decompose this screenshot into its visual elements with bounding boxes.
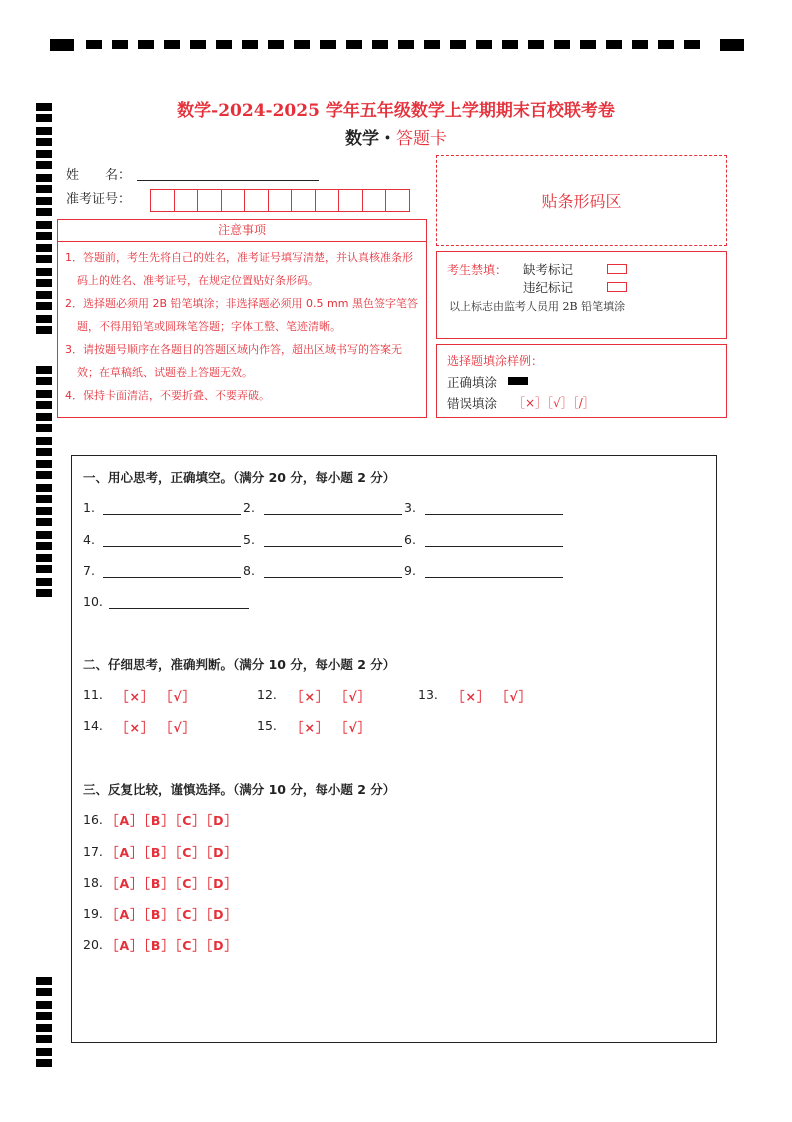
answer-line-8[interactable] [264, 577, 402, 578]
question-number: 8. [243, 563, 255, 578]
question-number: 6. [404, 532, 416, 547]
timing-mark [36, 161, 52, 169]
question-number: 1. [83, 500, 95, 515]
id-digit-box[interactable] [197, 189, 222, 212]
notice-item: 3．请按题号顺序在各题目的答题区域内作答，超出区域书写的答案无效；在草稿纸、试题卷上答题无效。 [65, 343, 402, 379]
question-number: 3. [404, 500, 416, 515]
violation-mark-box[interactable] [607, 282, 627, 292]
timing-mark [36, 315, 52, 323]
answer-line-5[interactable] [264, 546, 402, 547]
judge-options[interactable]: ［×］ ［√］ [116, 720, 197, 735]
timing-mark [36, 326, 52, 334]
timing-mark [36, 460, 52, 468]
question-number: 5. [243, 532, 255, 547]
sample-title: 选择题填涂样例： [447, 354, 544, 368]
choice-options[interactable]: ［A］［B］［C］［D］ [106, 907, 239, 922]
question-number: 20. [83, 937, 103, 952]
question-number: 13. [418, 687, 438, 702]
timing-mark [36, 197, 52, 205]
id-digit-box[interactable] [291, 189, 316, 212]
barcode-area-label: 贴条形码区 [541, 192, 622, 211]
timing-mark [36, 279, 52, 287]
timing-mark [36, 495, 52, 503]
forbid-label: 考生禁填： [447, 263, 508, 277]
question-number: 17. [83, 844, 103, 859]
id-digit-box[interactable] [315, 189, 340, 212]
sample-wrong-label: 错误填涂 [447, 396, 498, 411]
timing-mark [36, 401, 52, 409]
subtitle-subject: 数学・ [345, 129, 396, 149]
id-label: 准考证号： [66, 192, 132, 207]
notice-panel [57, 219, 427, 418]
judge-options[interactable]: ［×］ ［√］ [452, 689, 533, 704]
question-number: 15. [257, 718, 277, 733]
answer-line-2[interactable] [264, 514, 402, 515]
answer-line-3[interactable] [425, 514, 563, 515]
timing-mark [36, 244, 52, 252]
timing-mark [36, 302, 52, 310]
name-label: 姓 名： [66, 168, 132, 183]
section2-title: 二、仔细思考，准确判断。（满分 10 分，每小题 2 分） [83, 657, 396, 672]
timing-mark [36, 1048, 52, 1056]
section3-title: 三、反复比较，谨慎选择。（满分 10 分，每小题 2 分） [83, 782, 396, 797]
timing-mark [36, 531, 52, 539]
answer-area [71, 455, 717, 1043]
correct-fill-mark [508, 377, 528, 385]
proctor-marks-panel [436, 251, 727, 339]
page-title: 数学-2024-2025 学年五年级数学上学期期末百校联考卷 [177, 101, 615, 121]
fill-sample-panel [436, 344, 727, 418]
question-number: 14. [83, 718, 103, 733]
question-number: 16. [83, 812, 103, 827]
timing-mark [36, 977, 52, 985]
id-digit-box[interactable] [362, 189, 387, 212]
question-number: 10. [83, 594, 103, 609]
question-number: 2. [243, 500, 255, 515]
section1-title: 一、用心思考，正确填空。（满分 20 分，每小题 2 分） [83, 470, 396, 485]
answer-line-6[interactable] [425, 546, 563, 547]
timing-mark [36, 565, 52, 573]
timing-mark [36, 174, 52, 182]
absent-mark-box[interactable] [607, 264, 627, 274]
timing-mark [36, 589, 52, 597]
answer-line-7[interactable] [103, 577, 241, 578]
notice-item: 4．保持卡面清洁，不要折叠、不要弄破。 [65, 389, 270, 402]
timing-mark [36, 150, 52, 158]
timing-mark [36, 221, 52, 229]
timing-mark [36, 268, 52, 276]
judge-options[interactable]: ［×］ ［√］ [291, 720, 372, 735]
timing-mark [36, 255, 52, 263]
sample-wrong-marks: ［×］［√］［/］ [513, 396, 595, 410]
forbid-note: 以上标志由监考人员用 2B 铅笔填涂 [449, 300, 626, 313]
answer-line-9[interactable] [425, 577, 563, 578]
violation-label: 违纪标记 [523, 280, 574, 295]
answer-line-4[interactable] [103, 546, 241, 547]
page-subtitle [0, 124, 792, 149]
timing-mark [36, 518, 52, 526]
choice-options[interactable]: ［A］［B］［C］［D］ [106, 845, 239, 860]
timing-mark [36, 366, 52, 374]
timing-mark [36, 554, 52, 562]
id-digit-box[interactable] [174, 189, 199, 212]
timing-mark [36, 437, 52, 445]
question-number: 18. [83, 875, 103, 890]
answer-line-1[interactable] [103, 514, 241, 515]
question-number: 19. [83, 906, 103, 921]
timing-mark [36, 424, 52, 432]
notice-item: 1．答题前，考生先将自己的姓名，准考证号填写清楚，并认真核准条形码上的姓名、准考证号，在规定位置贴好条形码。 [65, 251, 413, 287]
timing-mark [36, 390, 52, 398]
timing-mark [36, 185, 52, 193]
question-number: 11. [83, 687, 103, 702]
timing-mark [36, 1024, 52, 1032]
timing-mark [36, 232, 52, 240]
name-field[interactable] [137, 180, 319, 181]
timing-mark [36, 291, 52, 299]
timing-mark [36, 1059, 52, 1067]
choice-options[interactable]: ［A］［B］［C］［D］ [106, 876, 239, 891]
timing-mark [36, 413, 52, 421]
timing-mark [36, 1001, 52, 1009]
timing-mark [36, 578, 52, 586]
id-digit-box[interactable] [221, 189, 246, 212]
choice-options[interactable]: ［A］［B］［C］［D］ [106, 813, 239, 828]
exam-id-boxes[interactable] [151, 189, 410, 212]
timing-mark [36, 1012, 52, 1020]
id-digit-box[interactable] [268, 189, 293, 212]
id-digit-box[interactable] [244, 189, 269, 212]
question-number: 12. [257, 687, 277, 702]
id-digit-box[interactable] [150, 189, 175, 212]
timing-mark [36, 377, 52, 385]
choice-options[interactable]: ［A］［B］［C］［D］ [106, 938, 239, 953]
timing-mark [36, 988, 52, 996]
judge-options[interactable]: ［×］ ［√］ [291, 689, 372, 704]
id-digit-box[interactable] [338, 189, 363, 212]
answer-line-10[interactable] [109, 608, 249, 609]
barcode-area [436, 155, 727, 246]
timing-mark [36, 542, 52, 550]
notice-item: 2．选择题必须用 2B 铅笔填涂；非选择题必须用 0.5 mm 黑色签字笔答题，不得用铅笔或圆珠笔答题；字体工整、笔迹清晰。 [65, 297, 418, 333]
timing-mark [36, 1035, 52, 1043]
timing-mark [36, 507, 52, 515]
question-number: 9. [404, 563, 416, 578]
question-number: 7. [83, 563, 95, 578]
absent-label: 缺考标记 [523, 262, 574, 277]
timing-mark [36, 448, 52, 456]
timing-mark [36, 208, 52, 216]
notice-title: 注意事项 [58, 220, 426, 242]
sample-correct-label: 正确填涂 [447, 375, 498, 390]
id-digit-box[interactable] [385, 189, 410, 212]
timing-mark [36, 471, 52, 479]
timing-mark [36, 484, 52, 492]
question-number: 4. [83, 532, 95, 547]
judge-options[interactable]: ［×］ ［√］ [116, 689, 197, 704]
subtitle-card: 答题卡 [396, 129, 447, 149]
